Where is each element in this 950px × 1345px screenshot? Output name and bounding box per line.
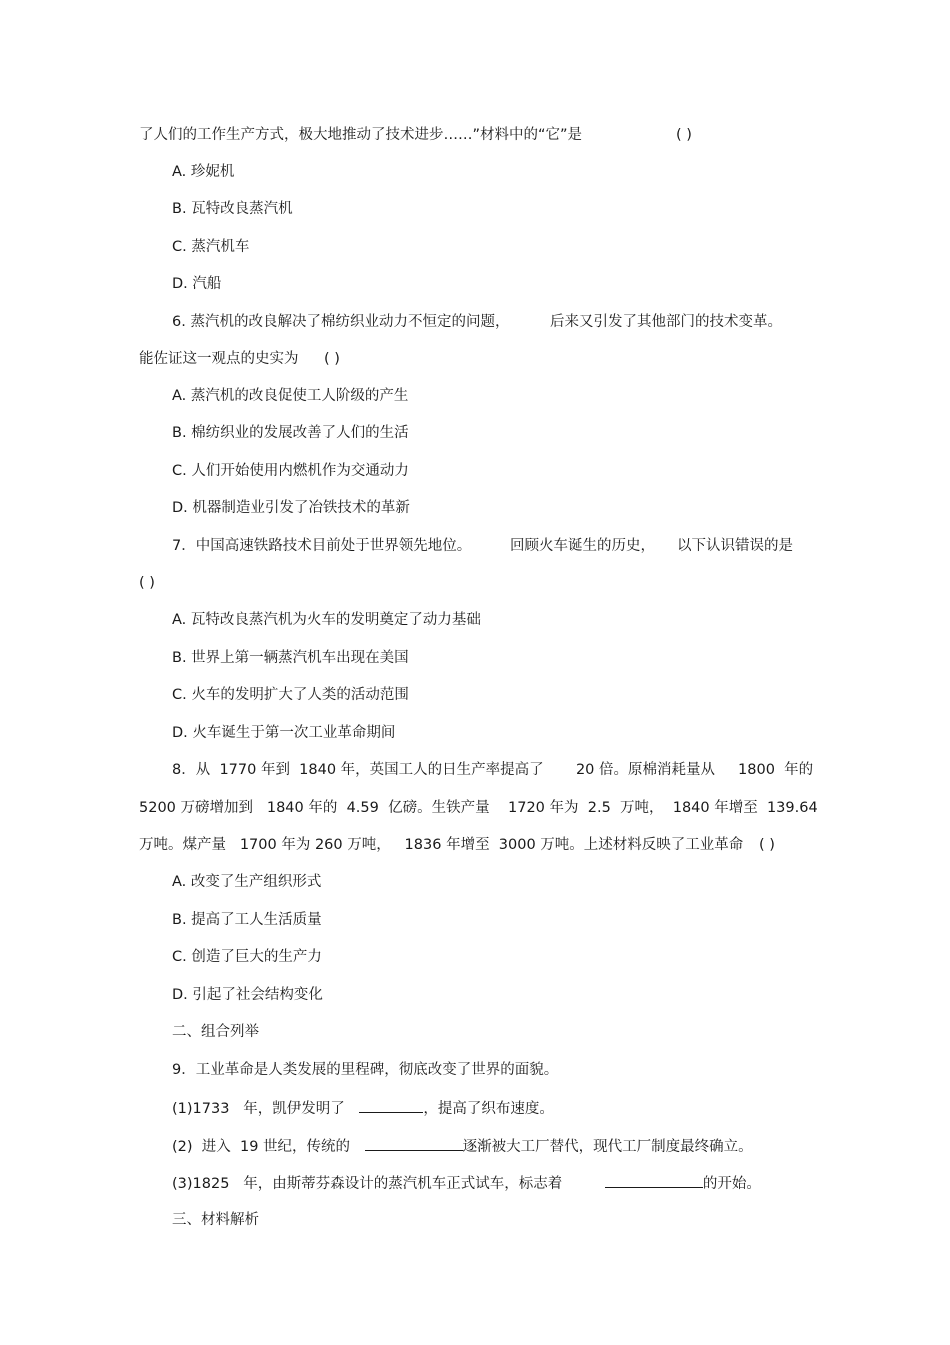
q5-stem-text: 了人们的工作生产方式，极大地推动了技术进步……”材料中的“它”是 <box>139 127 583 143</box>
q7-stem-part2: 回顾火车诞生的历史， <box>510 538 655 554</box>
q9-stem: 9．工业革命是人类发展的里程碑，彻底改变了世界的面貌。 <box>172 1062 559 1078</box>
q6-option-d: D. 机器制造业引发了冶铁技术的革新 <box>172 500 410 516</box>
q9-sub2-text-a: (2) 进入 19 世纪，传统的 <box>172 1139 351 1155</box>
q8-stem-line2: 5200 万磅增加到 1840 年的 4.59 亿磅。生铁产量 1720 年为 2.5 万吨， 1840 年增至 139.64 <box>139 800 818 816</box>
q5-option-b: B. 瓦特改良蒸汽机 <box>172 201 293 217</box>
q9-sub1-text-a: (1)1733 年，凯伊发明了 <box>172 1101 345 1117</box>
q8-option-c: C. 创造了巨大的生产力 <box>172 949 322 965</box>
q7-stem-part1: 7．中国高速铁路技术目前处于世界领先地位。 <box>172 538 472 554</box>
q7-option-a: A. 瓦特改良蒸汽机为火车的发明奠定了动力基础 <box>172 612 481 628</box>
q9-sub3 <box>172 1172 950 1194</box>
q6-stem-line2-text: 能佐证这一观点的史实为 <box>139 351 299 367</box>
q8-answer-paren: ( ) <box>759 837 775 853</box>
q8-stem-line3 <box>139 835 950 855</box>
q5-option-d: D. 汽船 <box>172 276 222 292</box>
q8-option-d: D. 引起了社会结构变化 <box>172 987 323 1003</box>
section-heading-material-analysis: 三、材料解析 <box>172 1212 259 1228</box>
q9-sub1 <box>172 1097 950 1119</box>
q9-sub3-blank <box>605 1172 703 1188</box>
q6-option-b: B. 棉纺织业的发展改善了人们的生活 <box>172 425 409 441</box>
q7-option-d: D. 火车诞生于第一次工业革命期间 <box>172 725 396 741</box>
q7-option-c: C. 火车的发明扩大了人类的活动范围 <box>172 687 409 703</box>
q5-stem-line <box>139 125 950 145</box>
q9-sub3-text-a: (3)1825 年，由斯蒂芬森设计的蒸汽机车正式试车，标志着 <box>172 1176 563 1192</box>
section-heading-combination: 二、组合列举 <box>172 1024 259 1040</box>
q5-answer-paren: ( ) <box>676 127 692 143</box>
q7-stem-line1 <box>172 536 950 556</box>
q8-option-b: B. 提高了工人生活质量 <box>172 912 322 928</box>
q9-sub3-text-b: 的开始。 <box>702 1176 761 1192</box>
q9-sub2-blank <box>365 1135 463 1151</box>
q5-option-c: C. 蒸汽机车 <box>172 239 250 255</box>
q9-sub2-text-b: 逐渐被大工厂替代，现代工厂制度最终确立。 <box>462 1139 753 1155</box>
q8-stem-line1: 8．从 1770 年到 1840 年，英国工人的日生产率提高了 20 倍。原棉消耗量从 1800 年的 <box>172 762 814 778</box>
q6-stem-line1 <box>172 312 950 332</box>
q6-answer-paren: ( ) <box>324 351 340 367</box>
q6-stem-part2: 后来又引发了其他部门的技术变革。 <box>550 314 782 330</box>
q9-sub2 <box>172 1135 950 1157</box>
q6-stem-part1: 6. 蒸汽机的改良解决了棉纺织业动力不恒定的问题， <box>172 314 510 330</box>
q7-option-b: B. 世界上第一辆蒸汽机车出现在美国 <box>172 650 409 666</box>
q5-option-a: A. 珍妮机 <box>172 164 235 180</box>
q7-answer-paren: ( ) <box>139 575 155 591</box>
q6-option-c: C. 人们开始使用内燃机作为交通动力 <box>172 463 409 479</box>
q7-stem-part3: 以下认识错误的是 <box>677 538 793 554</box>
q9-sub1-blank <box>359 1097 423 1113</box>
q9-sub1-text-b: ，提高了织布速度。 <box>423 1101 554 1117</box>
q8-stem-line3-text: 万吨。煤产量 1700 年为 260 万吨， 1836 年增至 3000 万吨。上述材料反映了工业革命 <box>139 837 744 853</box>
q8-option-a: A. 改变了生产组织形式 <box>172 874 322 890</box>
q6-option-a: A. 蒸汽机的改良促使工人阶级的产生 <box>172 388 409 404</box>
q6-stem-line2 <box>139 349 950 369</box>
